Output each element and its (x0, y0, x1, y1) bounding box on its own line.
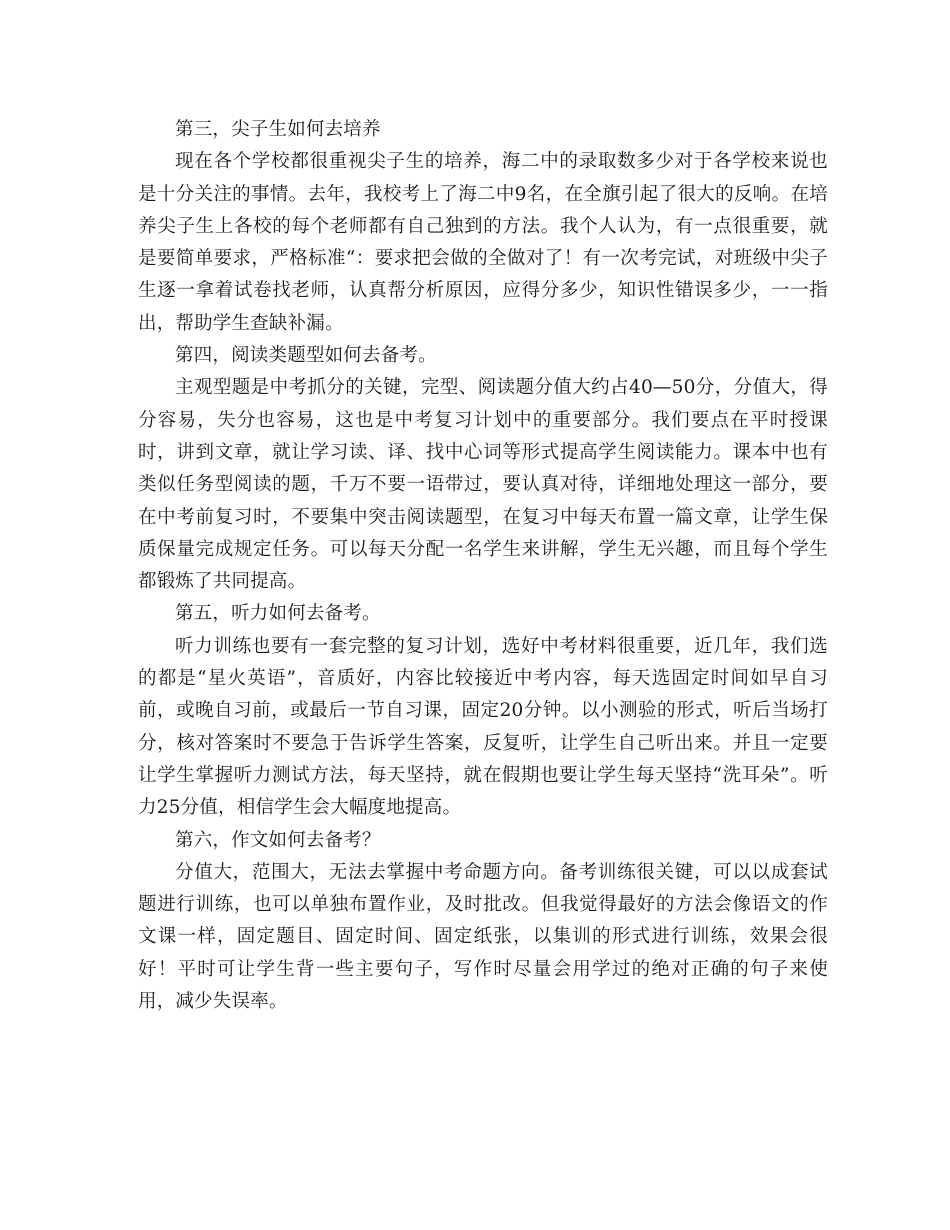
document-body (138, 114, 828, 1018)
paragraph-top-students: 现在各个学校都很重视尖子生的培养，海二中的录取数多少对于各学校来说也是十分关注的事情。去年，我校考上了海二中9名，在全旗引起了很大的反响。在培养尖子生上各校的每个老师都有自己独到的方法。我个人认为，有一点很重要，就是要简单要求，严格标准“：要求把会做的全做对了！有一次考完试，对班级中尖子生逐一拿着试卷找老师，认真帮分析原因，应得分多少，知识性错误多少，一一指出，帮助学生查缺补漏。 (138, 151, 828, 334)
section-heading-writing: 第六，作文如何去备考？ (175, 829, 381, 851)
section-heading-top-students: 第三，尖子生如何去培养 (175, 119, 381, 140)
paragraph-reading: 主观型题是中考抓分的关键，完型、阅读题分值大约占40—50分，分值大，得分容易，失分也容易，这也是中考复习计划中的重要部分。我们要点在平时授课时，讲到文章，就让学习读、译、找中心词等形式提高学生阅读能力。课本中也有类似任务型阅读的题，千万不要一语带过，要认真对待，详细地处理这一部分，要在中考前复习时，不要集中突击阅读题型，在复习中每天布置一篇文章，让学生保质保量完成规定任务。可以每天分配一名学生来讲解，学生无兴趣，而且每个学生都锻炼了共同提高。 (138, 377, 828, 593)
section-heading-listening: 第五，听力如何去备考。 (175, 603, 381, 625)
section-heading-reading: 第四，阅读类题型如何去备考。 (175, 345, 437, 367)
paragraph-listening: 听力训练也要有一套完整的复习计划，选好中考材料很重要，近几年，我们选的都是“星火英语”，音质好，内容比较接近中考内容，每天选固定时间如早自习前，或晚自习前，或最后一节自习课，固定20分钟。以小测验的形式，听后当场打分，核对答案时不要急于告诉学生答案，反复听，让学生自己听出来。并且一定要让学生掌握听力测试方法，每天坚持，就在假期也要让学生每天坚持“洗耳朵”。听力25分值，相信学生会大幅度地提高。 (138, 635, 828, 819)
paragraph-writing: 分值大，范围大，无法去掌握中考命题方向。备考训练很关键，可以以成套试题进行训练，也可以单独布置作业，及时批改。但我觉得最好的方法会像语文的作文课一样，固定题目、固定时间、固定纸张，以集训的形式进行训练，效果会很好！平时可让学生背一些主要句子，写作时尽量会用学过的绝对正确的句子来使用，减少失误率。 (138, 861, 828, 1013)
